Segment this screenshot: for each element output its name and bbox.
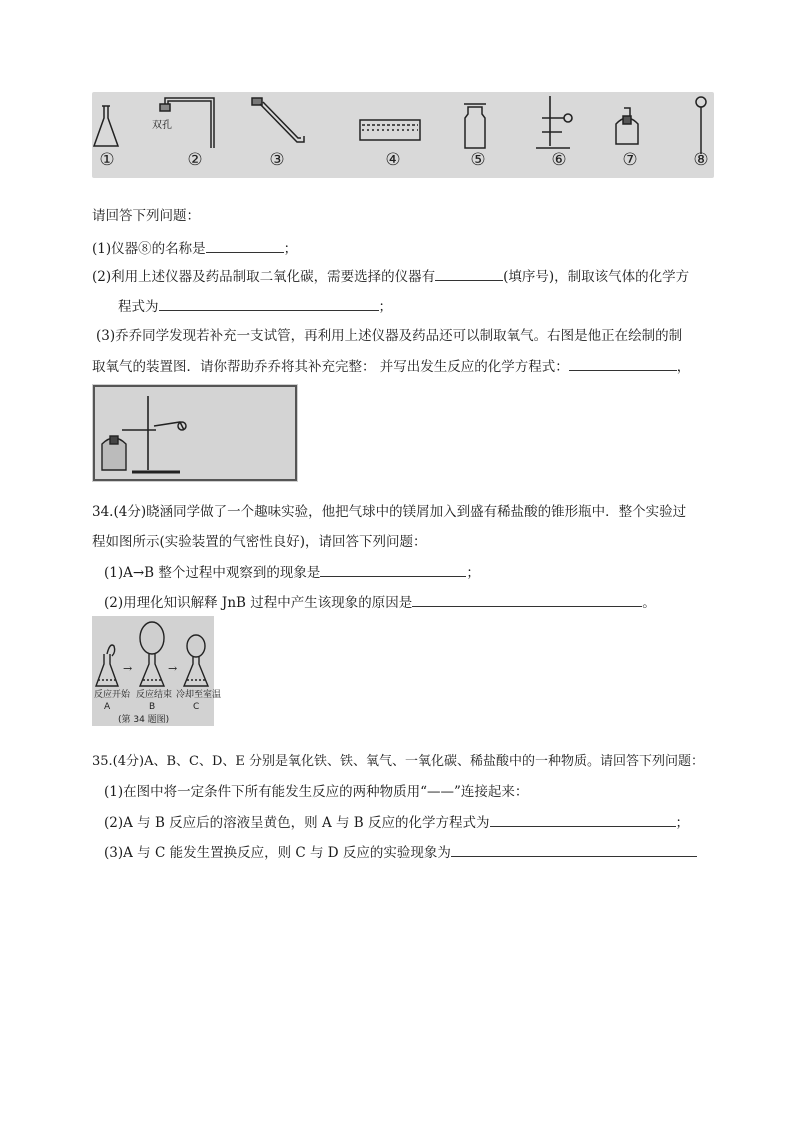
q33-prompt: 请回答下列问题： [92,208,200,224]
q33-part2-line2-text: 程式为 [118,299,159,315]
apparatus-label-8: ⑧ [693,150,709,170]
apparatus-label-6: ⑥ [551,150,567,170]
q33-part2-line2 [118,296,392,317]
answer-blank[interactable] [320,562,466,577]
apparatus-label-7: ⑦ [622,150,638,170]
arrow-bc: → [168,662,178,675]
oxygen-setup-drawing [92,384,298,482]
iron-stand-icon [536,96,572,148]
q34-title-line2: 程如图所示(实验装置的气密性良好)，请回答下列问题： [92,534,427,550]
arrow-ab: → [123,662,133,675]
answer-blank[interactable] [206,238,284,253]
q35-part2-end: ； [675,815,690,831]
step-b-caption: 反应结束 [136,690,173,700]
q35-part2 [104,812,689,833]
alcohol-lamp-icon [102,436,126,470]
q33-part3-line2-text: 取氧气的装置图．请你帮助乔乔将其补充完整： 并写出发生反应的化学方程式： [92,359,569,375]
q35-part2-text: (2)A 与 B 反应后的溶液呈黄色，则 A 与 B 反应的化学方程式为 [104,815,490,831]
answer-blank[interactable] [159,296,379,311]
conical-flask-icon [94,106,118,146]
q33-part1-end: ； [283,241,298,257]
delivery-tube-icon [252,98,304,142]
q35-part1: (1)在图中将一定条件下所有能发生反应的两种物质用“——”连接起来： [104,784,529,800]
q34-part1 [104,562,480,583]
balloon-experiment-drawing [92,616,222,726]
water-trough-icon [360,120,420,140]
q33-part2-line2-end: ； [378,299,392,315]
q34-title: 34.(4分)晓涵同学做了一个趣味实验，他把气球中的镁屑加入到盛有稀盐酸的锥形瓶中．整个实验过 [92,504,687,520]
q34-part2 [104,592,656,613]
answer-blank[interactable] [451,842,697,857]
q35-part3-text: (3)A 与 C 能发生置换反应，则 C 与 D 反应的实验现象为 [104,845,451,861]
apparatus-label-3: ③ [269,150,285,170]
q33-part3: (3)乔乔同学发现若补充一支试管，再利用上述仪器及药品还可以制取氧气。右图是他正在绘制的制 [96,328,683,344]
stopper-label: 双孔 [152,120,172,131]
step-a-caption: 反应开始 [94,690,131,700]
apparatus-label-4: ④ [385,150,401,170]
q33-part3-line2-end: ， [676,359,691,375]
q33-part3-line2 [92,356,690,377]
q34-part2-text: (2)用理化知识解释 JnB 过程中产生该现象的原因是 [104,595,413,611]
alcohol-lamp-icon [616,108,638,144]
q33-part1-text: (1)仪器⑧的名称是 [92,241,206,257]
q34-part2-end: 。 [642,595,656,611]
answer-blank[interactable] [490,812,676,827]
apparatus-label-2: ② [187,150,203,170]
q35-part3 [104,842,697,863]
label-a: A [104,702,111,712]
step-c-caption: 冷却至室温 [176,690,222,700]
q34-part1-text: (1)A→B 整个过程中观察到的现象是 [104,565,321,581]
q33-part1 [92,238,297,259]
balloon-experiment-figure [92,616,222,726]
answer-blank[interactable] [435,266,503,281]
q33-part2-text: (2)利用上述仪器及药品制取二氧化碳，需要选择的仪器有 [92,269,436,285]
apparatus-figure [92,92,714,178]
q33-part2-mid: (填序号)，制取该气体的化学方 [503,269,690,285]
long-funnel-icon [696,97,706,154]
oxygen-setup-figure [92,384,298,482]
apparatus-label-1: ① [99,150,115,170]
q34-part1-end: ； [466,565,480,581]
figure-caption: (第 34 题图) [118,715,170,725]
q33-part2 [92,266,689,287]
gas-jar-icon [464,104,486,148]
answer-blank[interactable] [412,592,642,607]
answer-blank[interactable] [569,356,677,371]
apparatus-label-5: ⑤ [470,150,486,170]
label-b: B [149,702,156,712]
q35-title: 35.(4分)A、B、C、D、E 分别是氧化铁、铁、氧气、一氧化碳、稀盐酸中的一种物质。请回答下列问题： [92,754,705,769]
label-c: C [193,702,200,712]
